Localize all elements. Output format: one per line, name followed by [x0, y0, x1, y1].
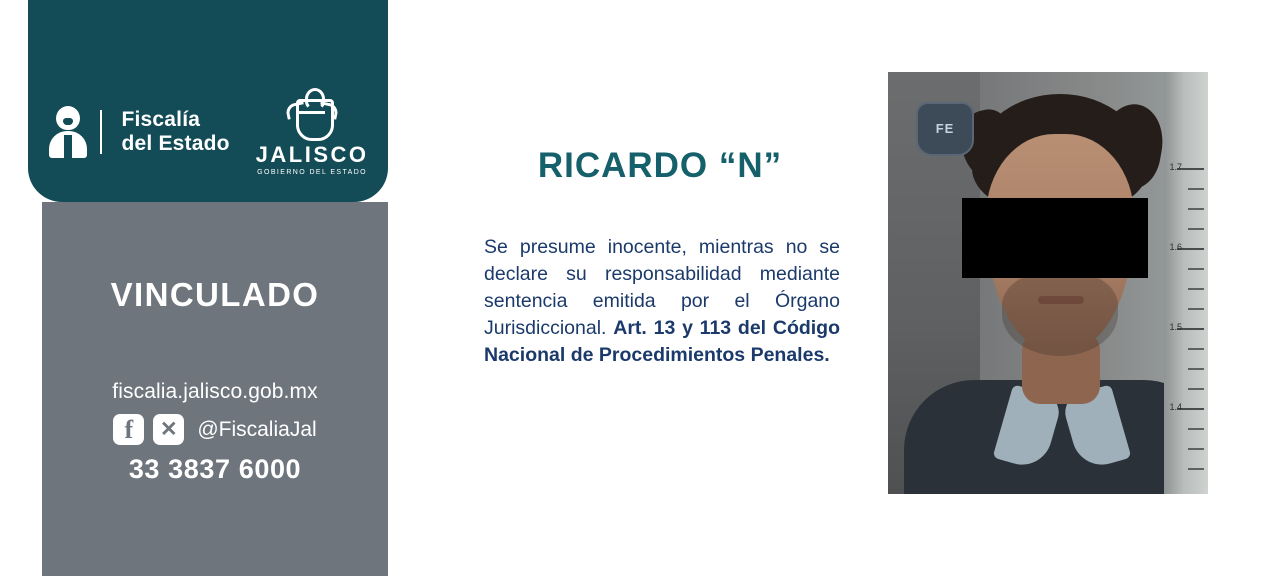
subject-name: RICARDO “N” [537, 146, 783, 185]
brand-logo-row [28, 86, 388, 178]
jalisco-lockup [256, 89, 369, 176]
jalisco-crest-icon [283, 89, 341, 141]
height-ruler [1164, 72, 1208, 494]
phone-number: 33 3837 6000 [128, 454, 302, 484]
person-figure [950, 94, 1164, 494]
x-glyph: ✕ [160, 418, 178, 441]
fiscalia-line-2: del Estado [121, 132, 230, 155]
fiscalia-wordmark [121, 108, 229, 156]
presumption-of-innocence-text [484, 234, 840, 369]
presumption-legal-reference: Art. 13 y 113 del Código Nacional de Procedimientos Penales. [484, 317, 841, 366]
presumption-normal-text: Se presume inocente, mientras no se declare su responsabilidad mediante sentencia emitida por el Órgano Jurisdiccional. [484, 236, 840, 339]
ruler-label-2: 1.5 [1169, 322, 1182, 332]
jalisco-wordmark: JALISCO [255, 141, 369, 167]
x-twitter-icon[interactable] [153, 414, 184, 445]
fiscalia-emblem-icon [47, 106, 89, 158]
mugshot-photo [888, 72, 1208, 494]
brand-header [28, 0, 388, 202]
eye-redaction-bar [962, 198, 1148, 278]
facial-hair [1002, 272, 1118, 356]
facebook-glyph: f [124, 415, 134, 444]
left-panel [28, 0, 388, 576]
ruler-label-3: 1.4 [1169, 402, 1182, 412]
status-badge: VINCULADO [110, 276, 320, 313]
mouth [1038, 296, 1084, 304]
fiscalia-lockup [47, 106, 229, 158]
info-panel [42, 202, 388, 576]
social-row [42, 414, 388, 445]
facebook-icon[interactable] [113, 414, 144, 445]
website-url[interactable]: fiscalia.jalisco.gob.mx [112, 380, 318, 403]
social-handle: @FiscaliaJal [197, 417, 317, 441]
ruler-label-0: 1.7 [1169, 162, 1182, 172]
fiscalia-line-1: Fiscalía [121, 108, 201, 131]
jalisco-subtitle: GOBIERNO DEL ESTADO [257, 168, 368, 176]
shoulder-badge-icon: FE [916, 102, 974, 156]
logo-divider [100, 110, 102, 154]
center-content [470, 0, 850, 576]
ruler-label-1: 1.6 [1169, 242, 1182, 252]
